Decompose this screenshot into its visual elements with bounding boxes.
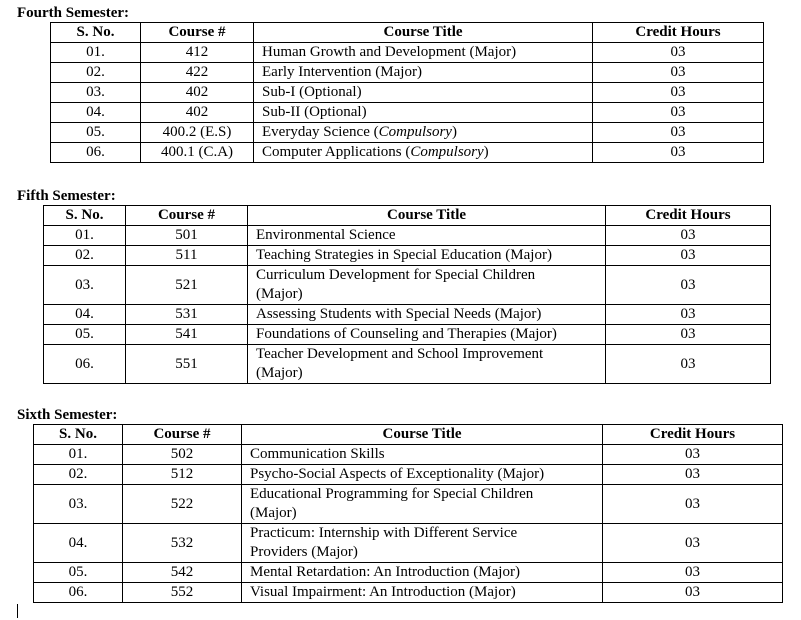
- cell-course-no: 551: [126, 345, 248, 384]
- semester-section-fourth: [17, 5, 764, 163]
- title-text: Everyday Science (: [262, 124, 379, 140]
- cell-credit-hours: 03: [603, 563, 783, 583]
- cell-sno: 04.: [51, 103, 141, 123]
- table-row: [51, 143, 764, 163]
- title-tail: ): [483, 144, 489, 160]
- cell-course-no: 522: [123, 485, 242, 524]
- section-heading: Sixth Semester:: [17, 407, 118, 423]
- table-row: [44, 345, 771, 384]
- table-row: [34, 563, 783, 583]
- cell-course-no: 552: [123, 583, 242, 603]
- cell-course-no: 502: [123, 445, 242, 465]
- cell-course-no: 422: [141, 63, 254, 83]
- cell-course-title: Foundations of Counseling and Therapies (Major): [248, 325, 606, 345]
- cell-sno: 04.: [44, 305, 126, 325]
- cell-sno: 05.: [44, 325, 126, 345]
- table-header-row: [51, 23, 764, 43]
- title-line-2: (Major): [250, 505, 297, 521]
- table-row: [34, 583, 783, 603]
- cell-credit-hours: 03: [603, 583, 783, 603]
- cell-course-title: [254, 123, 593, 143]
- cell-credit-hours: 03: [593, 103, 764, 123]
- cell-credit-hours: 03: [593, 83, 764, 103]
- header-course-no: Course #: [141, 23, 254, 43]
- header-sno: S. No.: [51, 23, 141, 43]
- cell-sno: 04.: [34, 524, 123, 563]
- cell-credit-hours: 03: [606, 226, 771, 246]
- table-row: [34, 524, 783, 563]
- cell-course-title: Human Growth and Development (Major): [254, 43, 593, 63]
- title-line-1: Educational Programming for Special Children: [250, 486, 534, 502]
- cell-credit-hours: 03: [593, 123, 764, 143]
- cell-credit-hours: 03: [606, 305, 771, 325]
- title-line-2: (Major): [256, 365, 303, 381]
- cell-credit-hours: 03: [603, 465, 783, 485]
- table-row: [44, 246, 771, 266]
- header-course-title: Course Title: [254, 23, 593, 43]
- cell-course-no: 541: [126, 325, 248, 345]
- cell-course-no: 532: [123, 524, 242, 563]
- cell-course-no: 402: [141, 103, 254, 123]
- cell-sno: 01.: [51, 43, 141, 63]
- table-row: [51, 43, 764, 63]
- title-line-1: Curriculum Development for Special Children: [256, 267, 536, 283]
- header-course-no: Course #: [126, 206, 248, 226]
- title-line-1: Teacher Development and School Improvement: [256, 346, 544, 362]
- semester-section-sixth: [17, 407, 783, 603]
- cell-course-title: Assessing Students with Special Needs (Major): [248, 305, 606, 325]
- title-line-1: Practicum: Internship with Different Service: [250, 525, 518, 541]
- cell-course-no: 400.1 (C.A): [141, 143, 254, 163]
- table-header-row: [34, 425, 783, 445]
- table-row: [34, 485, 783, 524]
- header-credit-hours: Credit Hours: [603, 425, 783, 445]
- table-row: [51, 103, 764, 123]
- title-text: Computer Applications (: [262, 144, 411, 160]
- cell-sno: 01.: [34, 445, 123, 465]
- table-row: [44, 325, 771, 345]
- cell-sno: 05.: [34, 563, 123, 583]
- header-course-title: Course Title: [248, 206, 606, 226]
- cell-course-no: 501: [126, 226, 248, 246]
- cell-course-title: Sub-II (Optional): [254, 103, 593, 123]
- header-credit-hours: Credit Hours: [606, 206, 771, 226]
- cell-credit-hours: 03: [603, 485, 783, 524]
- cell-sno: 02.: [51, 63, 141, 83]
- table-row: [34, 445, 783, 465]
- table-row: [51, 83, 764, 103]
- cell-course-no: 400.2 (E.S): [141, 123, 254, 143]
- cell-course-title: Early Intervention (Major): [254, 63, 593, 83]
- title-italic: Compulsory: [410, 144, 484, 160]
- cell-course-no: 511: [126, 246, 248, 266]
- cell-credit-hours: 03: [593, 63, 764, 83]
- cell-course-title: [242, 485, 603, 524]
- cell-credit-hours: 03: [606, 266, 771, 305]
- course-table: [50, 22, 764, 163]
- cell-sno: 01.: [44, 226, 126, 246]
- cell-course-title: [242, 524, 603, 563]
- cell-course-title: Teaching Strategies in Special Education (Major): [248, 246, 606, 266]
- table-header-row: [44, 206, 771, 226]
- cell-sno: 02.: [44, 246, 126, 266]
- cell-credit-hours: 03: [606, 345, 771, 384]
- header-course-title: Course Title: [242, 425, 603, 445]
- cell-credit-hours: 03: [603, 524, 783, 563]
- cell-credit-hours: 03: [606, 325, 771, 345]
- title-line-2: (Major): [256, 286, 303, 302]
- cell-course-title: Psycho-Social Aspects of Exceptionality (Major): [242, 465, 603, 485]
- cell-course-no: 521: [126, 266, 248, 305]
- text-cursor: [17, 604, 18, 618]
- cell-sno: 06.: [34, 583, 123, 603]
- cell-course-no: 512: [123, 465, 242, 485]
- table-row: [44, 305, 771, 325]
- cell-course-title: Visual Impairment: An Introduction (Major): [242, 583, 603, 603]
- table-row: [51, 63, 764, 83]
- header-sno: S. No.: [44, 206, 126, 226]
- header-course-no: Course #: [123, 425, 242, 445]
- cell-credit-hours: 03: [593, 143, 764, 163]
- header-credit-hours: Credit Hours: [593, 23, 764, 43]
- cell-sno: 06.: [51, 143, 141, 163]
- section-heading: Fifth Semester:: [17, 188, 116, 204]
- cell-course-no: 531: [126, 305, 248, 325]
- section-heading: Fourth Semester:: [17, 5, 130, 21]
- title-italic: Compulsory: [378, 124, 452, 140]
- title-tail: ): [451, 124, 457, 140]
- cell-course-title: [248, 345, 606, 384]
- cell-course-title: Communication Skills: [242, 445, 603, 465]
- cell-course-no: 412: [141, 43, 254, 63]
- cell-credit-hours: 03: [593, 43, 764, 63]
- table-row: [51, 123, 764, 143]
- header-sno: S. No.: [34, 425, 123, 445]
- cell-sno: 03.: [51, 83, 141, 103]
- cell-course-no: 542: [123, 563, 242, 583]
- cell-sno: 03.: [34, 485, 123, 524]
- semester-section-fifth: [17, 188, 771, 384]
- cell-credit-hours: 03: [603, 445, 783, 465]
- cell-course-title: Sub-I (Optional): [254, 83, 593, 103]
- title-line-2: Providers (Major): [250, 544, 358, 560]
- cell-course-title: [254, 143, 593, 163]
- cell-sno: 02.: [34, 465, 123, 485]
- cell-sno: 05.: [51, 123, 141, 143]
- table-row: [44, 226, 771, 246]
- cell-course-title: Environmental Science: [248, 226, 606, 246]
- cell-course-no: 402: [141, 83, 254, 103]
- course-table: [43, 205, 771, 384]
- cell-sno: 06.: [44, 345, 126, 384]
- table-row: [44, 266, 771, 305]
- table-row: [34, 465, 783, 485]
- cell-sno: 03.: [44, 266, 126, 305]
- cell-course-title: Mental Retardation: An Introduction (Major): [242, 563, 603, 583]
- cell-course-title: [248, 266, 606, 305]
- cell-credit-hours: 03: [606, 246, 771, 266]
- course-table: [33, 424, 783, 603]
